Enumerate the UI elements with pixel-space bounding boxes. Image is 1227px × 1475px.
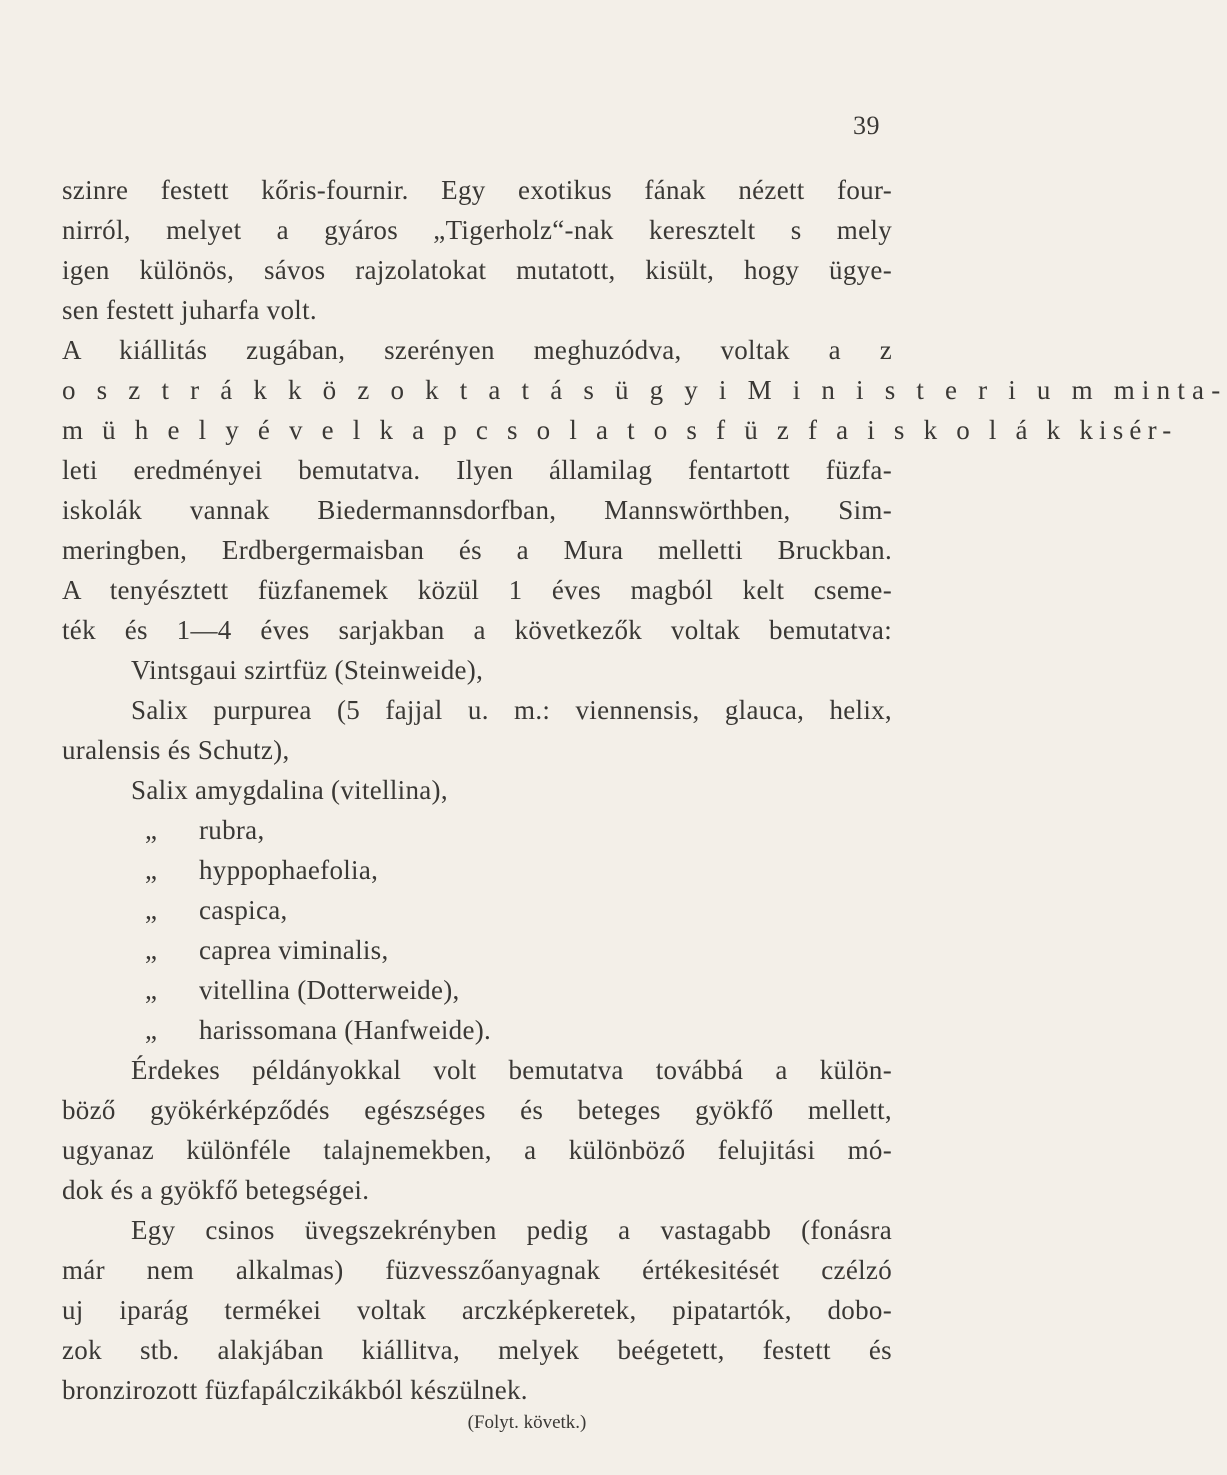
continuation-note: (Folyt. követk.): [467, 1412, 587, 1433]
list-item: Salix purpurea (5 fajjal u. m.: viennensis, glauca, helix,: [131, 695, 892, 725]
list-item-ditto: [131, 850, 892, 890]
ditto-mark: „: [145, 855, 158, 885]
paragraph-start: A tenyésztett füzfanemek közül 1 éves magból kelt cseme-: [62, 575, 892, 605]
list-item-ditto: [131, 810, 892, 850]
species-name: caspica,: [199, 895, 288, 925]
paragraph-start: Egy csinos üvegszekrényben pedig a vastagabb (fonásra: [131, 1215, 892, 1245]
text-line-spaced: m ü h e l y é v e l k a p c s o l a t o s f ü z f a i s k o l á k kisér-: [62, 415, 1178, 445]
species-name: vitellina (Dotterweide),: [199, 975, 460, 1005]
species-name: hyppophaefolia,: [199, 855, 379, 885]
species-name: harissomana (Hanfweide).: [199, 1015, 492, 1045]
text-line-spaced: o s z t r á k k ö z o k t a t á s ü g y i M i n i s t e r i u m minta-: [62, 375, 1227, 405]
page-number: 39: [853, 111, 880, 140]
species-name: caprea viminalis,: [199, 935, 389, 965]
ditto-mark: „: [145, 815, 158, 845]
text-line: már nem alkalmas) füzvesszőanyagnak értékesitését czélzó: [62, 1255, 892, 1285]
text-line: ugyanaz különféle talajnemekben, a különböző felujitási mó-: [62, 1135, 892, 1165]
ditto-mark: „: [145, 975, 158, 1005]
text-line: dok és a gyökfő betegségei.: [62, 1175, 370, 1205]
text-line: meringben, Erdbergermaisban és a Mura melletti Bruckban.: [62, 535, 892, 565]
text-line: böző gyökérképződés egészséges és beteges gyökfő mellett,: [62, 1095, 892, 1125]
text-line: uj iparág termékei voltak arczképkeretek, pipatartók, dobo-: [62, 1295, 892, 1325]
ditto-mark: „: [145, 935, 158, 965]
ditto-mark: „: [145, 1015, 158, 1045]
text-line: bronzirozott füzfapálczikákból készülnek.: [62, 1375, 528, 1405]
list-item-ditto: [131, 1010, 892, 1050]
text-line: nirról, melyet a gyáros „Tigerholz“-nak keresztelt s mely: [62, 215, 892, 245]
text-line: zok stb. alakjában kiállitva, melyek beégetett, festett és: [62, 1335, 892, 1365]
text-line: iskolák vannak Biedermannsdorfban, Mannswörthben, Sim-: [62, 495, 892, 525]
list-item-ditto: [131, 970, 892, 1010]
text-line: sen festett juharfa volt.: [62, 295, 317, 325]
text-line: ték és 1—4 éves sarjakban a következők voltak bemutatva:: [62, 615, 892, 645]
list-item-ditto: [131, 930, 892, 970]
text-line: leti eredményei bemutatva. Ilyen államilag fentartott füzfa-: [62, 455, 892, 485]
list-item-continuation: uralensis és Schutz),: [62, 735, 290, 765]
paragraph-start: A kiállitás zugában, szerényen meghuzódva, voltak a z: [62, 335, 892, 365]
list-item: Salix amygdalina (vitellina),: [131, 775, 448, 805]
ditto-mark: „: [145, 895, 158, 925]
species-name: rubra,: [199, 815, 265, 845]
list-item-ditto: [131, 890, 892, 930]
text-line: szinre festett kőris-fournir. Egy exotikus fának nézett four-: [62, 175, 892, 205]
list-item: Vintsgaui szirtfüz (Steinweide),: [131, 655, 484, 685]
paragraph-start: Érdekes példányokkal volt bemutatva továbbá a külön-: [131, 1055, 892, 1085]
text-line: igen különös, sávos rajzolatokat mutatott, kisült, hogy ügye-: [62, 255, 892, 285]
